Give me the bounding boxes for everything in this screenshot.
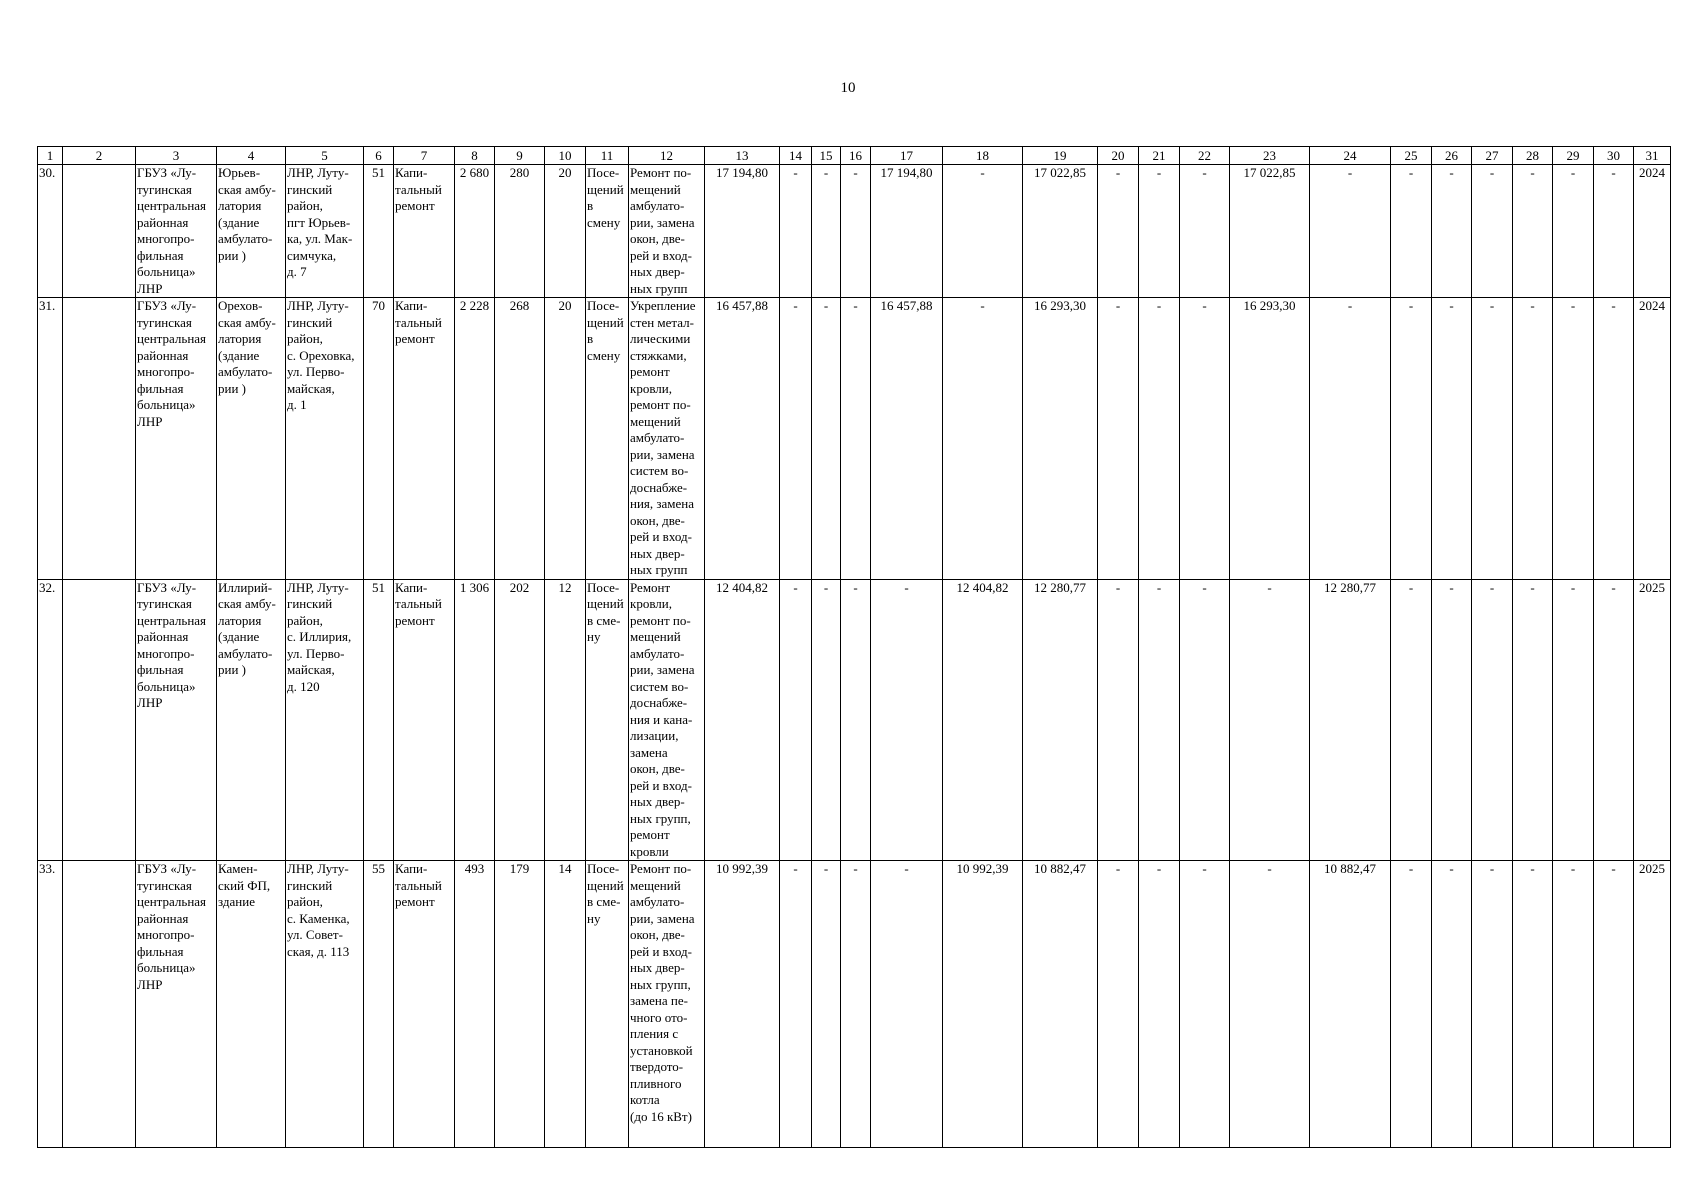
table-cell: 202 (495, 579, 545, 861)
table-cell: - (1139, 298, 1180, 580)
table-cell: - (1594, 579, 1634, 861)
column-header: 26 (1432, 147, 1472, 165)
facility-cell: Юрьев- ская амбу- латория (здание амбулато- рии ) (217, 165, 286, 298)
column-header: 9 (495, 147, 545, 165)
table-cell: - (841, 579, 871, 861)
table-cell: - (812, 579, 841, 861)
table-cell: - (1432, 861, 1472, 1148)
table-cell: 10 992,39 (705, 861, 780, 1148)
column-header: 7 (394, 147, 455, 165)
table-cell: 16 457,88 (705, 298, 780, 580)
table-cell: - (1180, 298, 1230, 580)
address-cell: ЛНР, Луту- гинский район, с. Каменка, ул. Совет- ская, д. 113 (286, 861, 364, 1148)
facility-cell: Орехов- ская амбу- латория (здание амбулато- рии ) (217, 298, 286, 580)
address-cell: ЛНР, Луту- гинский район, пгт Юрьев- ка, ул. Мак- симчука, д. 7 (286, 165, 364, 298)
table-cell: 179 (495, 861, 545, 1148)
table-cell: - (1310, 298, 1391, 580)
institution-cell: ГБУЗ «Лу- тугинская центральная районная многопро- фильная больница» ЛНР (136, 861, 217, 1148)
year-cell: 2024 (1634, 298, 1671, 580)
table-cell: - (841, 165, 871, 298)
table-cell: 55 (364, 861, 394, 1148)
table-cell: - (1180, 861, 1230, 1148)
column-header: 1 (38, 147, 63, 165)
table-cell: 10 882,47 (1310, 861, 1391, 1148)
table-cell: - (1139, 579, 1180, 861)
table-cell: - (1513, 579, 1553, 861)
capacity-unit-cell: Посе- щений в смену (586, 165, 629, 298)
column-header: 11 (586, 147, 629, 165)
table-cell: - (1391, 165, 1432, 298)
row-number: 33. (38, 861, 63, 1148)
table-cell: - (841, 298, 871, 580)
table-cell: - (943, 298, 1023, 580)
page-number: 10 (840, 80, 856, 96)
table-cell: - (1513, 861, 1553, 1148)
column-header: 19 (1023, 147, 1098, 165)
table-cell: - (1472, 579, 1513, 861)
column-header: 29 (1553, 147, 1594, 165)
column-header: 5 (286, 147, 364, 165)
table-cell: - (780, 165, 812, 298)
column-header: 24 (1310, 147, 1391, 165)
institution-cell: ГБУЗ «Лу- тугинская центральная районная многопро- фильная больница» ЛНР (136, 165, 217, 298)
table-cell: - (1139, 861, 1180, 1148)
table-cell: - (1513, 165, 1553, 298)
table-cell: 16 457,88 (871, 298, 943, 580)
table-cell: - (1180, 579, 1230, 861)
year-cell: 2024 (1634, 165, 1671, 298)
table-cell: 12 280,77 (1310, 579, 1391, 861)
table-cell: - (812, 298, 841, 580)
facility-cell: Иллирий- ская амбу- латория (здание амбулато- рии ) (217, 579, 286, 861)
column-header: 15 (812, 147, 841, 165)
table-cell: 12 404,82 (943, 579, 1023, 861)
table-cell: - (812, 165, 841, 298)
table-cell: - (1139, 165, 1180, 298)
table-cell: - (1472, 861, 1513, 1148)
table-cell: - (1391, 298, 1432, 580)
table-cell: 17 194,80 (871, 165, 943, 298)
capacity-unit-cell: Посе- щений в сме- ну (586, 861, 629, 1148)
table-cell: 12 280,77 (1023, 579, 1098, 861)
column-header: 21 (1139, 147, 1180, 165)
table-cell: - (1310, 165, 1391, 298)
table-cell: 12 (545, 579, 586, 861)
column-header: 18 (943, 147, 1023, 165)
column-header: 8 (455, 147, 495, 165)
table-cell: - (1098, 579, 1139, 861)
column-header: 6 (364, 147, 394, 165)
table-cell (63, 861, 136, 1148)
table-cell: - (871, 579, 943, 861)
row-number: 32. (38, 579, 63, 861)
table-cell: - (812, 861, 841, 1148)
table-cell: - (780, 861, 812, 1148)
table-cell (63, 298, 136, 580)
institution-cell: ГБУЗ «Лу- тугинская центральная районная многопро- фильная больница» ЛНР (136, 298, 217, 580)
capacity-unit-cell: Посе- щений в сме- ну (586, 579, 629, 861)
table-cell: - (1594, 165, 1634, 298)
work-description-cell: Ремонт по- мещений амбулато- рии, замена окон, две- рей и вход- ных двер- ных групп, замена пе- чного ото- пления с установкой твердото- пливного котла (до 16 кВт) (629, 861, 705, 1148)
column-header: 2 (63, 147, 136, 165)
table-cell: - (1180, 165, 1230, 298)
column-header: 31 (1634, 147, 1671, 165)
table-cell: - (1391, 861, 1432, 1148)
table-cell: 17 022,85 (1023, 165, 1098, 298)
table-cell: 20 (545, 298, 586, 580)
table-cell: - (1553, 579, 1594, 861)
table-cell: - (1553, 298, 1594, 580)
table-cell: - (871, 861, 943, 1148)
work-description-cell: Ремонт кровли, ремонт по- мещений амбулато- рии, замена систем во- доснабже- ния и кана- лизации, замена окон, две- рей и вход- ных двер- ных групп, ремонт кровли (629, 579, 705, 861)
column-header: 23 (1230, 147, 1310, 165)
table-cell: 493 (455, 861, 495, 1148)
work-type-cell: Капи- тальный ремонт (394, 861, 455, 1148)
address-cell: ЛНР, Луту- гинский район, с. Ореховка, ул. Перво- майская, д. 1 (286, 298, 364, 580)
work-type-cell: Капи- тальный ремонт (394, 579, 455, 861)
table-cell: 14 (545, 861, 586, 1148)
year-cell: 2025 (1634, 579, 1671, 861)
table-cell: - (1594, 861, 1634, 1148)
row-number: 30. (38, 165, 63, 298)
year-cell: 2025 (1634, 861, 1671, 1148)
table-cell: - (1513, 298, 1553, 580)
table-cell: - (1553, 165, 1594, 298)
work-description-cell: Укрепление стен метал- лическими стяжками, ремонт кровли, ремонт по- мещений амбулато- рии, замена систем во- доснабже- ния, замена окон, две- рей и вход- ных двер- ных групп (629, 298, 705, 580)
table-cell: - (1098, 298, 1139, 580)
table-cell: - (1472, 298, 1513, 580)
institution-cell: ГБУЗ «Лу- тугинская центральная районная многопро- фильная больница» ЛНР (136, 579, 217, 861)
row-number: 31. (38, 298, 63, 580)
table-cell: 16 293,30 (1023, 298, 1098, 580)
column-header: 22 (1180, 147, 1230, 165)
table-cell: 51 (364, 165, 394, 298)
address-cell: ЛНР, Луту- гинский район, с. Иллирия, ул. Перво- майская, д. 120 (286, 579, 364, 861)
table-cell: 17 022,85 (1230, 165, 1310, 298)
table-cell: 12 404,82 (705, 579, 780, 861)
table-cell (63, 579, 136, 861)
table-cell: - (1230, 579, 1310, 861)
table-cell: - (1098, 165, 1139, 298)
table-cell: - (841, 861, 871, 1148)
table-cell: 2 680 (455, 165, 495, 298)
column-header: 30 (1594, 147, 1634, 165)
table-row (38, 861, 1671, 1148)
repair-program-table (37, 146, 1671, 1148)
facility-cell: Камен- ский ФП, здание (217, 861, 286, 1148)
table-cell: 280 (495, 165, 545, 298)
column-header: 4 (217, 147, 286, 165)
table-cell: - (1472, 165, 1513, 298)
column-header: 13 (705, 147, 780, 165)
column-header: 16 (841, 147, 871, 165)
table-row (38, 165, 1671, 298)
table-cell: 16 293,30 (1230, 298, 1310, 580)
table-cell: - (1432, 165, 1472, 298)
table-cell: - (1553, 861, 1594, 1148)
column-number-header (38, 147, 1671, 165)
table-cell: - (1432, 298, 1472, 580)
capacity-unit-cell: Посе- щений в смену (586, 298, 629, 580)
column-header: 28 (1513, 147, 1553, 165)
work-description-cell: Ремонт по- мещений амбулато- рии, замена окон, две- рей и вход- ных двер- ных групп (629, 165, 705, 298)
table-cell: 70 (364, 298, 394, 580)
table-cell: 51 (364, 579, 394, 861)
table-cell: - (1432, 579, 1472, 861)
column-header: 3 (136, 147, 217, 165)
table-cell: - (1230, 861, 1310, 1148)
table-cell: - (943, 165, 1023, 298)
column-header: 27 (1472, 147, 1513, 165)
table-cell: 20 (545, 165, 586, 298)
column-header: 12 (629, 147, 705, 165)
table-cell: - (780, 298, 812, 580)
table-cell: 1 306 (455, 579, 495, 861)
table-row (38, 579, 1671, 861)
column-header: 20 (1098, 147, 1139, 165)
column-header: 25 (1391, 147, 1432, 165)
table-cell: 10 992,39 (943, 861, 1023, 1148)
table-row (38, 298, 1671, 580)
table-cell: 10 882,47 (1023, 861, 1098, 1148)
table-cell: - (780, 579, 812, 861)
table-cell: - (1391, 579, 1432, 861)
work-type-cell: Капи- тальный ремонт (394, 165, 455, 298)
column-header: 17 (871, 147, 943, 165)
column-header: 10 (545, 147, 586, 165)
table-cell: - (1098, 861, 1139, 1148)
table-cell: 2 228 (455, 298, 495, 580)
table-cell: - (1594, 298, 1634, 580)
work-type-cell: Капи- тальный ремонт (394, 298, 455, 580)
table-cell: 17 194,80 (705, 165, 780, 298)
column-header: 14 (780, 147, 812, 165)
table-cell (63, 165, 136, 298)
table-cell: 268 (495, 298, 545, 580)
